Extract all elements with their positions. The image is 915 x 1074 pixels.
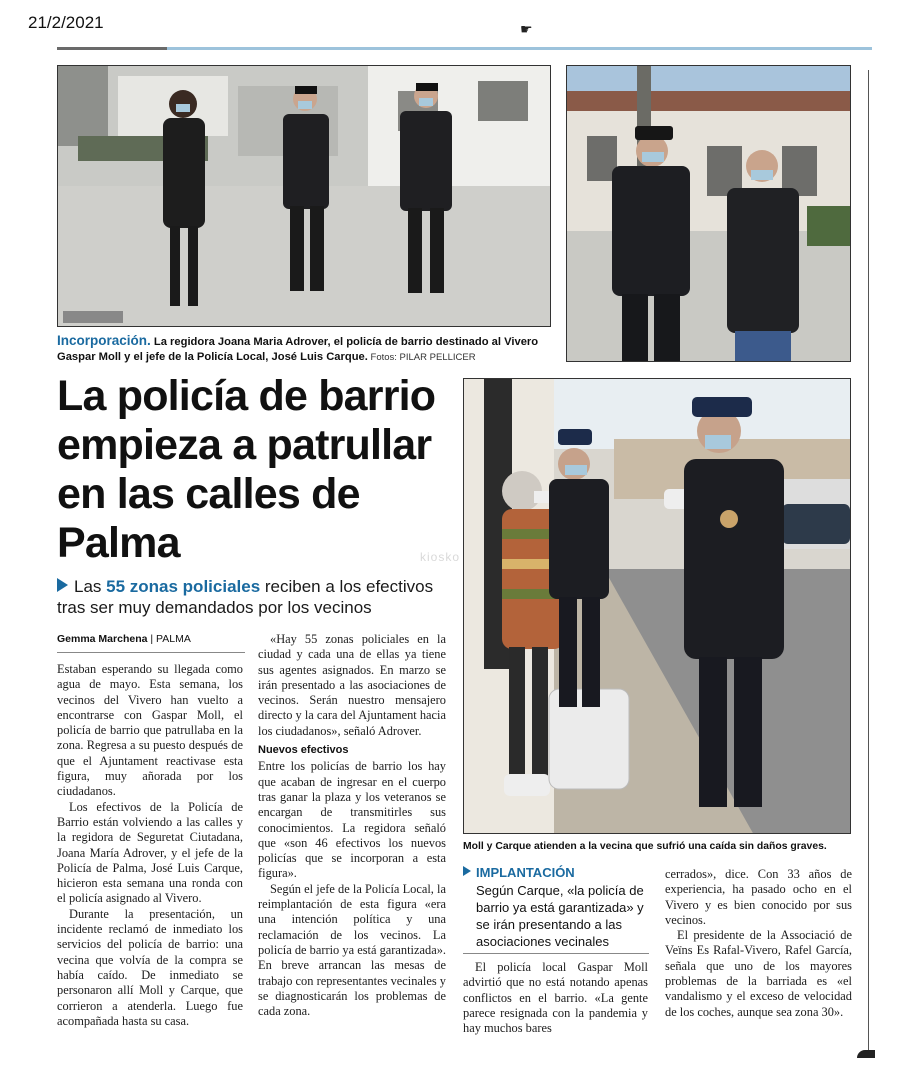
implantacion-label (463, 865, 575, 880)
implantacion-quote: Según Carque, «la policía de barrio ya está garantizada» y se irán presentando a las asociaciones vecinales (476, 883, 644, 949)
body-column-1 (57, 662, 243, 1029)
implantacion-label-text: IMPLANTACIÓN (476, 865, 575, 880)
photo-caption-street: Moll y Carque atienden a la vecina que sufrió una caída sin daños graves. (463, 841, 827, 852)
top-rule (57, 47, 872, 50)
byline (57, 633, 191, 645)
triangle-bullet-icon (57, 578, 68, 592)
paragraph: cerrados», dice. Con 33 años de experiencia, ha pasado ocho en el Vivero y es bien conocido por sus vecinos. (665, 867, 852, 927)
headline: La policía de barrio empieza a patrullar en las calles de Palma (57, 372, 436, 567)
photo-street-scene (463, 378, 851, 834)
byline-author: Gemma Marchena (57, 633, 148, 645)
page-corner-mark (857, 1050, 875, 1058)
paragraph: Entre los policías de barrio los hay que acaban de ingresar en el cuerpo tras ganar la plaza y los veteranos se encargan de transmitirles sus conocimientos. La regidora señaló que «son 46 efectivos los nuevos policías que se incorporan a esta figura». (258, 759, 446, 881)
caption-text: La regidora Joana Maria Adrover, el policía de barrio destinado al Vivero Gaspar Moll y el jefe de la Policía Local, José Luis Carque. (57, 336, 539, 363)
body-column-3 (463, 960, 648, 1036)
page-date: 21/2/2021 (28, 13, 104, 32)
caption-lead: Incorporación. (57, 333, 151, 348)
photo-credit: Fotos: PILAR PELLICER (367, 352, 476, 363)
watermark: kiosko (420, 550, 461, 564)
body-column-4 (665, 867, 852, 1020)
photo-officer-neighbor (566, 65, 851, 362)
subhead-after: reciben a los efectivos tras ser muy demandados por los vecinos (57, 577, 434, 617)
paragraph: Estaban esperando su llegada como agua de mayo. Esta semana, los vecinos del Vivero han vuelto a encontrarse con Gaspar Moll, el policía de barrio que patrullaba en la zona. Regresa a su puesto después de que el Ajuntament reactivase esta figura, muy añorada por los ciudadanos. (57, 662, 243, 799)
paragraph: El policía local Gaspar Moll advirtió que no está notando apenas conflictos en el barrio. «La gente parece resignada con la pandemia y hay muchos bares (463, 960, 648, 1036)
top-rule-accent (57, 47, 167, 50)
section-heading: Nuevos efectivos (258, 744, 349, 757)
paragraph: «Hay 55 zonas policiales en la ciudad y cada una de ellas ya tiene sus agentes asignados. En marzo se irán presentado a las asociaciones de vecinos. Serán nuestro mensajero directo y la cara del Ajuntament hacia los ciudadanos», señaló Adrover. (258, 632, 446, 738)
implantacion-rule (463, 953, 649, 954)
body-column-2 (258, 632, 446, 1019)
byline-separator: | (147, 633, 157, 645)
photo-caption-top (57, 333, 552, 365)
column-rule (868, 70, 869, 1050)
photo-officials (57, 65, 551, 327)
paragraph: Según el jefe de la Policía Local, la reimplantación de esta figura «era una intención política y una reclamación de los vecinos. La policía de barrio ya está garantizada». En breve arrancan las mesas de trabajo con representantes vecinales y se diagnosticarán los problemas de cada zona. (258, 881, 446, 1019)
subhead-highlight: 55 zonas policiales (106, 577, 261, 596)
triangle-bullet-icon (463, 866, 471, 876)
byline-rule (57, 652, 245, 653)
pointing-hand-icon: ☛ (520, 22, 533, 38)
subheadline (57, 576, 457, 618)
paragraph: Durante la presentación, un incidente reclamó de inmediato los servicios del policía de barrio: una vecina que volvía de la compra se había caído. De inmediato se personaron allí Moll y Carque, que corrieron a atenderla. Luego fue acompañada hasta su casa. (57, 906, 243, 1028)
subhead-before: Las (74, 577, 107, 596)
paragraph: El presidente de la Associació de Veïns Es Rafal-Vivero, Rafel García, señala que uno de los mayores problemas de la barriada es «el vandalismo y el exceso de velocidad de los coches, aunque sea zona 30». (665, 928, 852, 1019)
paragraph: Los efectivos de la Policía de Barrio están volviendo a las calles y la regidora de Seguretat Ciutadana, Joana María Adrover, y el jefe de la Policía de Palma, José Luis Carque, hicieron esta semana una ronda con el policía asignado al Vivero. (57, 799, 243, 906)
byline-place: PALMA (156, 633, 191, 645)
